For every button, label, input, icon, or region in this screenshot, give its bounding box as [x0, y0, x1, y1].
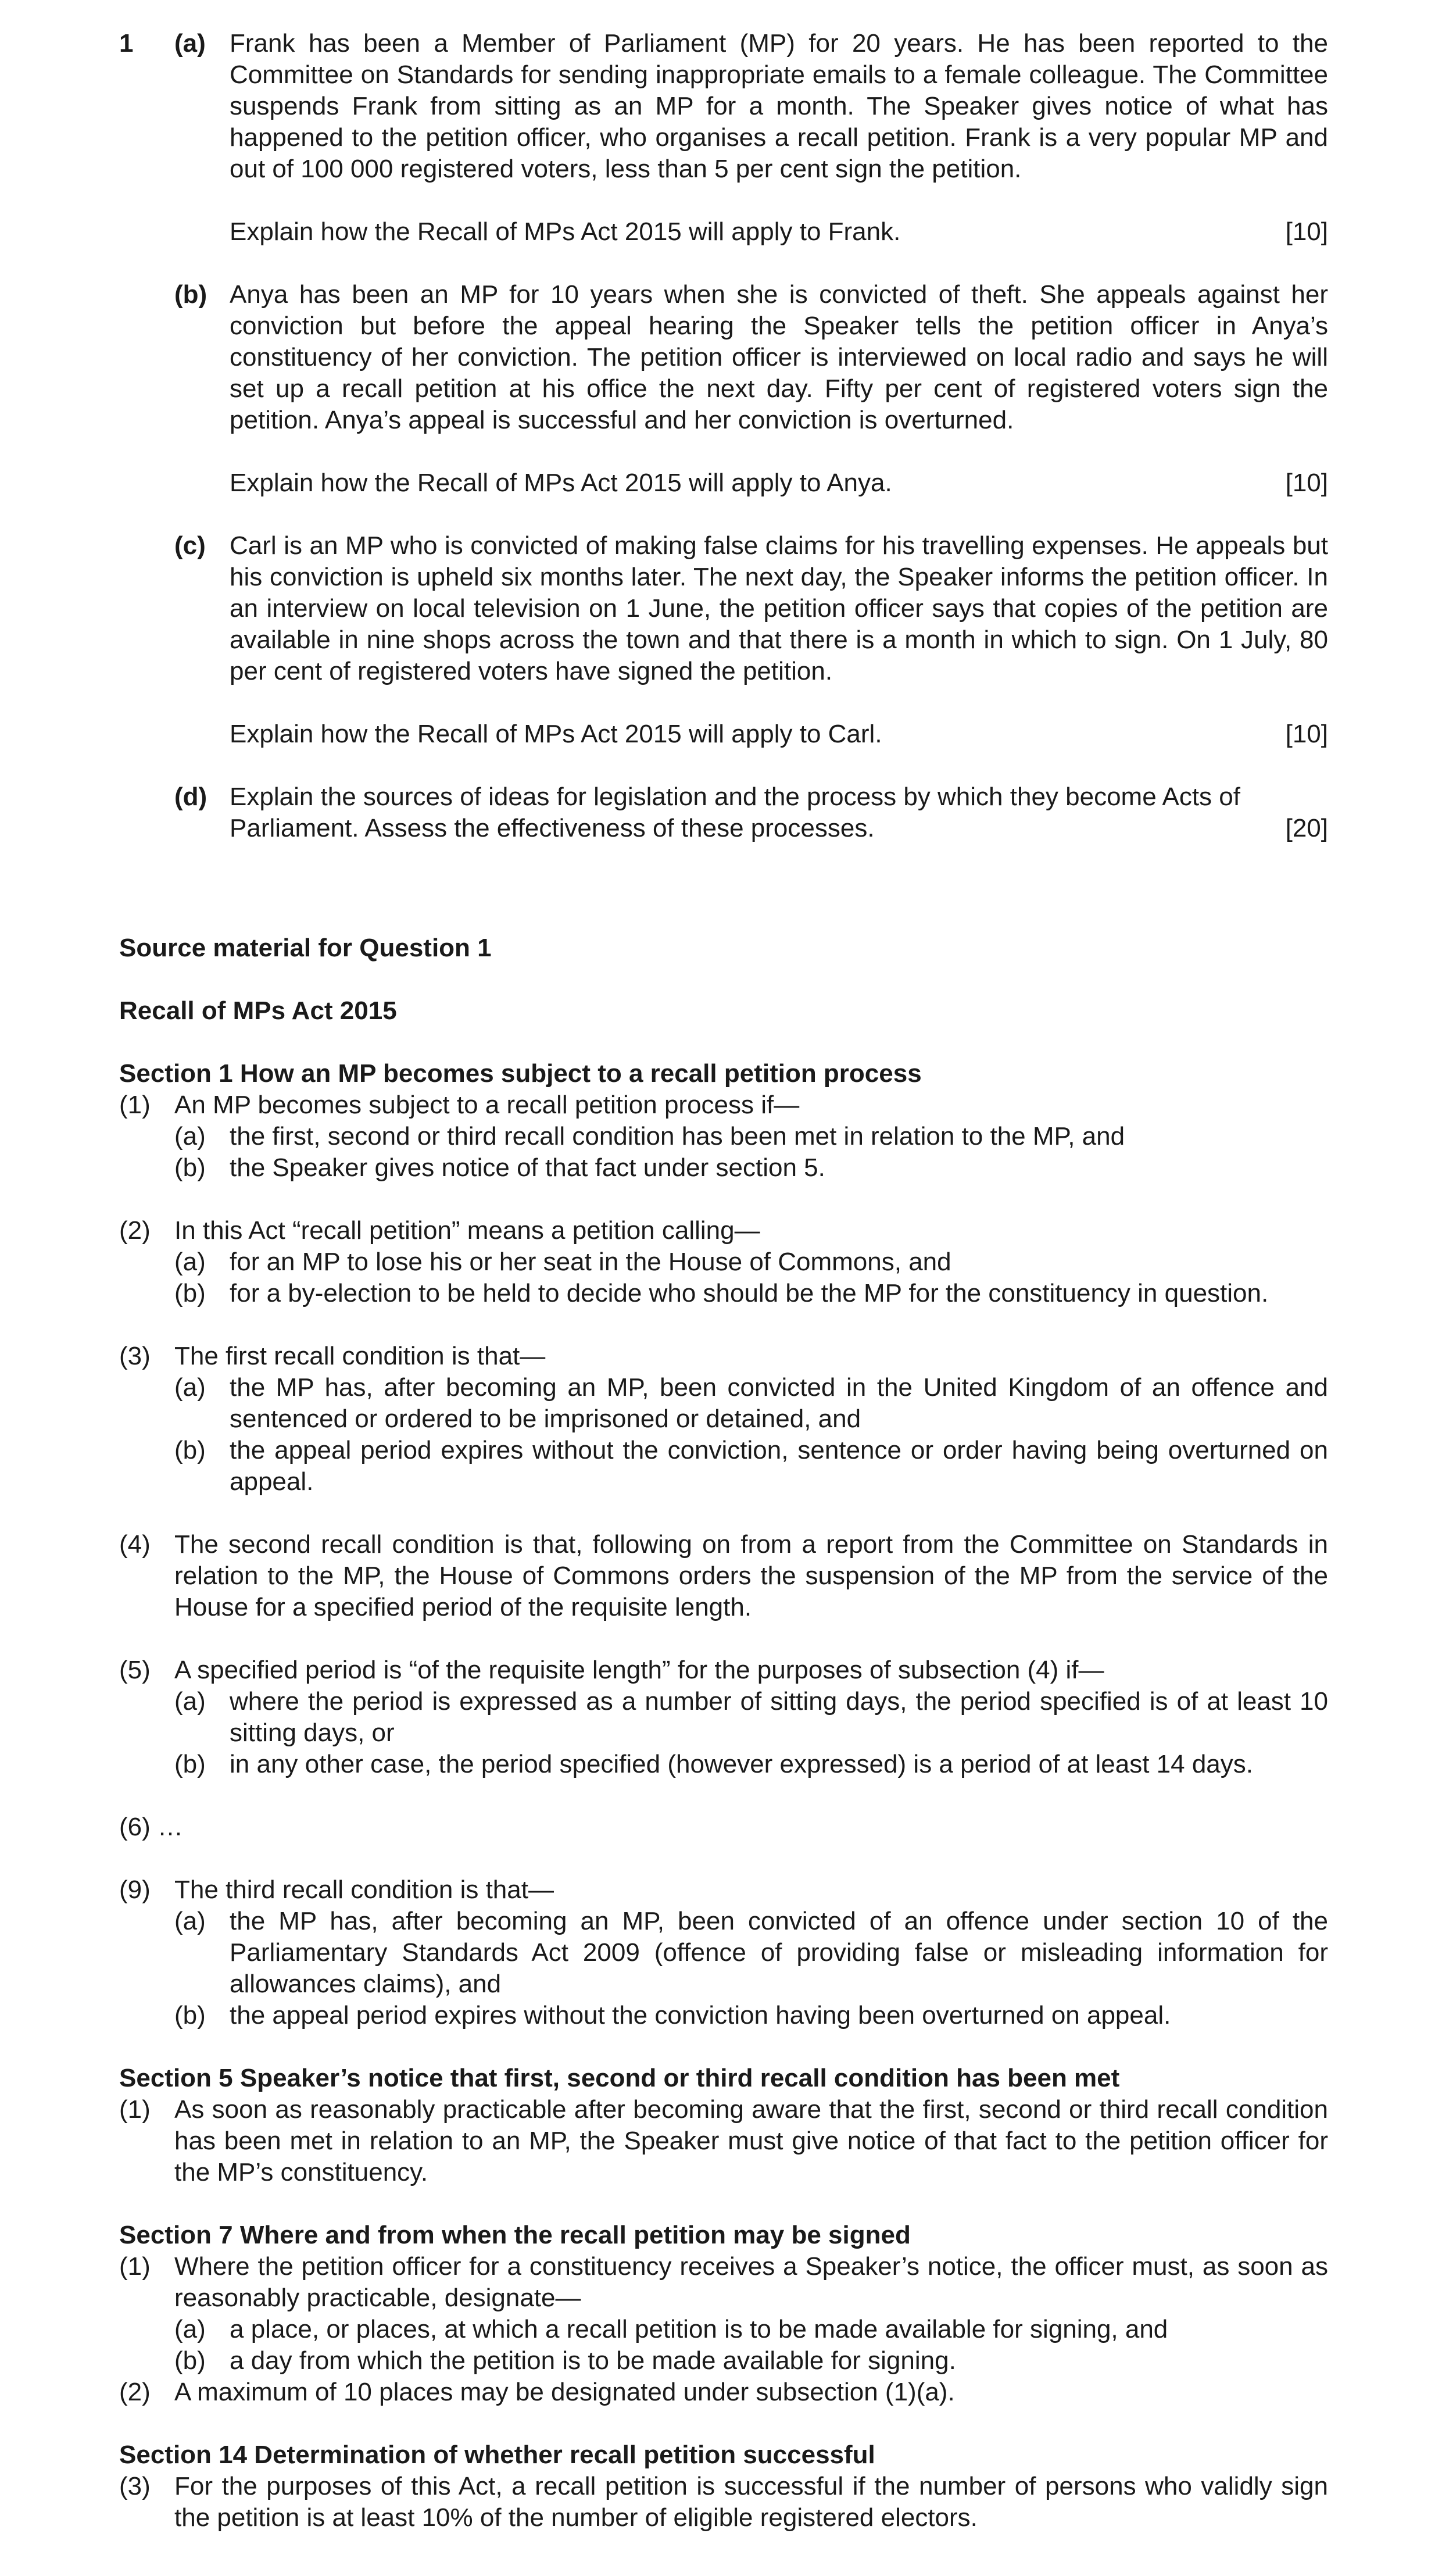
list-item: (b) the appeal period expires without the conviction, sentence or order having being overturned on appeal.	[174, 1436, 1328, 1496]
task-text: Explain how the Recall of MPs Act 2015 will apply to Anya.	[230, 469, 892, 497]
question-1d	[119, 781, 1328, 844]
part-label: (d)	[174, 783, 207, 811]
question-1c	[119, 530, 1328, 750]
list-item: (a) where the period is expressed as a number of sitting days, the period specified is of at least 10 sitting days, or	[174, 1687, 1328, 1747]
marks: [10]	[1285, 469, 1328, 497]
subsection-7-1: (1) Where the petition officer for a constituency receives a Speaker’s notice, the officer must, as soon as reasonably practicable, designate—	[119, 2252, 1328, 2312]
list-item: (b) for a by-election to be held to decide who should be the MP for the constituency in question.	[174, 1279, 1269, 1307]
section-7-heading: Section 7 Where and from when the recall petition may be signed	[119, 2221, 911, 2249]
task-text: Explain how the Recall of MPs Act 2015 will apply to Carl.	[230, 720, 882, 748]
list-item: (b) a day from which the petition is to be made available for signing.	[174, 2346, 956, 2375]
source-heading: Source material for Question 1	[119, 934, 492, 962]
essay-question-line-2: Parliament. Assess the effectiveness of these processes.	[230, 814, 875, 842]
task-row	[230, 467, 1328, 499]
marks: [20]	[1285, 814, 1328, 842]
marks: [10]	[1285, 217, 1328, 246]
question-1b	[119, 279, 1328, 499]
essay-question-last-line	[230, 813, 1328, 844]
list-item: (b) the Speaker gives notice of that fact under section 5.	[174, 1153, 825, 1182]
scenario-text: Anya has been an MP for 10 years when she is convicted of theft. She appeals against her conviction but before the appeal hearing the Speaker tells the petition officer in Anya’s constituency of her conviction. The petition officer is interviewed on local radio and says he will set up a recall petition at his office the next day. Fifty per cent of registered voters sign the petition. Anya’s appeal is successful and her conviction is overturned.	[230, 280, 1328, 434]
subsection-1-9: (9) The third recall condition is that—	[119, 1875, 554, 1904]
part-label: (b)	[174, 280, 207, 309]
list-item: (b) the appeal period expires without the conviction having been overturned on appeal.	[174, 2001, 1171, 2030]
marks: [10]	[1285, 720, 1328, 748]
list-item: (a) for an MP to lose his or her seat in the House of Commons, and	[174, 1248, 951, 1276]
subsection-14-3: (3) For the purposes of this Act, a recall petition is successful if the number of persons who validly sign the petition is at least 10% of the number of eligible registered electors.	[119, 2472, 1328, 2532]
subsection-1-3: (3) The first recall condition is that—	[119, 1342, 546, 1370]
question-1a	[119, 28, 1328, 248]
subsection-1-5: (5) A specified period is “of the requisite length” for the purposes of subsection (4) if—	[119, 1656, 1104, 1684]
list-item: (a) the first, second or third recall condition has been met in relation to the MP, and	[174, 1122, 1125, 1151]
act-title: Recall of MPs Act 2015	[119, 996, 397, 1025]
list-item: (b) in any other case, the period specified (however expressed) is a period of at least 14 days.	[174, 1750, 1253, 1778]
task-row	[230, 216, 1328, 248]
exam-page	[119, 28, 1328, 2534]
part-label: (a)	[174, 29, 206, 58]
section-5-heading: Section 5 Speaker’s notice that first, second or third recall condition has been met	[119, 2064, 1120, 2092]
subsection-5-1: (1) As soon as reasonably practicable after becoming aware that the first, second or third recall condition has been met in relation to an MP, the Speaker must give notice of that fact to the petition officer for the MP’s constituency.	[119, 2095, 1328, 2186]
subsection-1-2: (2) In this Act “recall petition” means a petition calling—	[119, 1216, 760, 1245]
question-number: 1	[119, 29, 134, 58]
essay-question-line-1: Explain the sources of ideas for legislation and the process by which they become Acts of	[230, 783, 1240, 811]
list-item: (a) the MP has, after becoming an MP, been convicted of an offence under section 10 of the Parliamentary Standards Act 2009 (offence of providing false or misleading information for allowances claims), and	[174, 1907, 1328, 1998]
list-item: (a) a place, or places, at which a recall petition is to be made available for signing, and	[174, 2315, 1168, 2343]
subsection-1-1: (1) An MP becomes subject to a recall petition process if—	[119, 1091, 800, 1119]
subsection-1-4: (4) The second recall condition is that, following on from a report from the Committee on Standards in relation to the MP, the House of Commons orders the suspension of the MP from the service of the House for a specified period of the requisite length.	[119, 1530, 1328, 1621]
subsection-7-2: (2) A maximum of 10 places may be designated under subsection (1)(a).	[119, 2378, 955, 2406]
scenario-text: Frank has been a Member of Parliament (MP) for 20 years. He has been reported to the Committee on Standards for sending inappropriate emails to a female colleague. The Committee suspends Frank from sitting as an MP for a month. The Speaker gives notice of what has happened to the petition officer, who organises a recall petition. Frank is a very popular MP and out of 100 000 registered voters, less than 5 per cent sign the petition.	[230, 29, 1328, 183]
scenario-text: Carl is an MP who is convicted of making false claims for his travelling expenses. He appeals but his conviction is upheld six months later. The next day, the Speaker informs the petition officer. In an interview on local television on 1 June, the petition officer says that copies of the petition are available in nine shops across the town and that there is a month in which to sign. On 1 July, 80 per cent of registered voters have signed the petition.	[230, 531, 1328, 685]
section-1-heading: Section 1 How an MP becomes subject to a recall petition process	[119, 1059, 922, 1088]
subsection-1-6-ellipsis: (6) …	[119, 1813, 183, 1841]
section-14-heading: Section 14 Determination of whether recall petition successful	[119, 2441, 875, 2469]
task-row	[230, 719, 1328, 750]
part-label: (c)	[174, 531, 206, 560]
list-item: (a) the MP has, after becoming an MP, been convicted in the United Kingdom of an offence and sentenced or ordered to be imprisoned or detained, and	[174, 1373, 1328, 1433]
task-text: Explain how the Recall of MPs Act 2015 will apply to Frank.	[230, 217, 901, 246]
